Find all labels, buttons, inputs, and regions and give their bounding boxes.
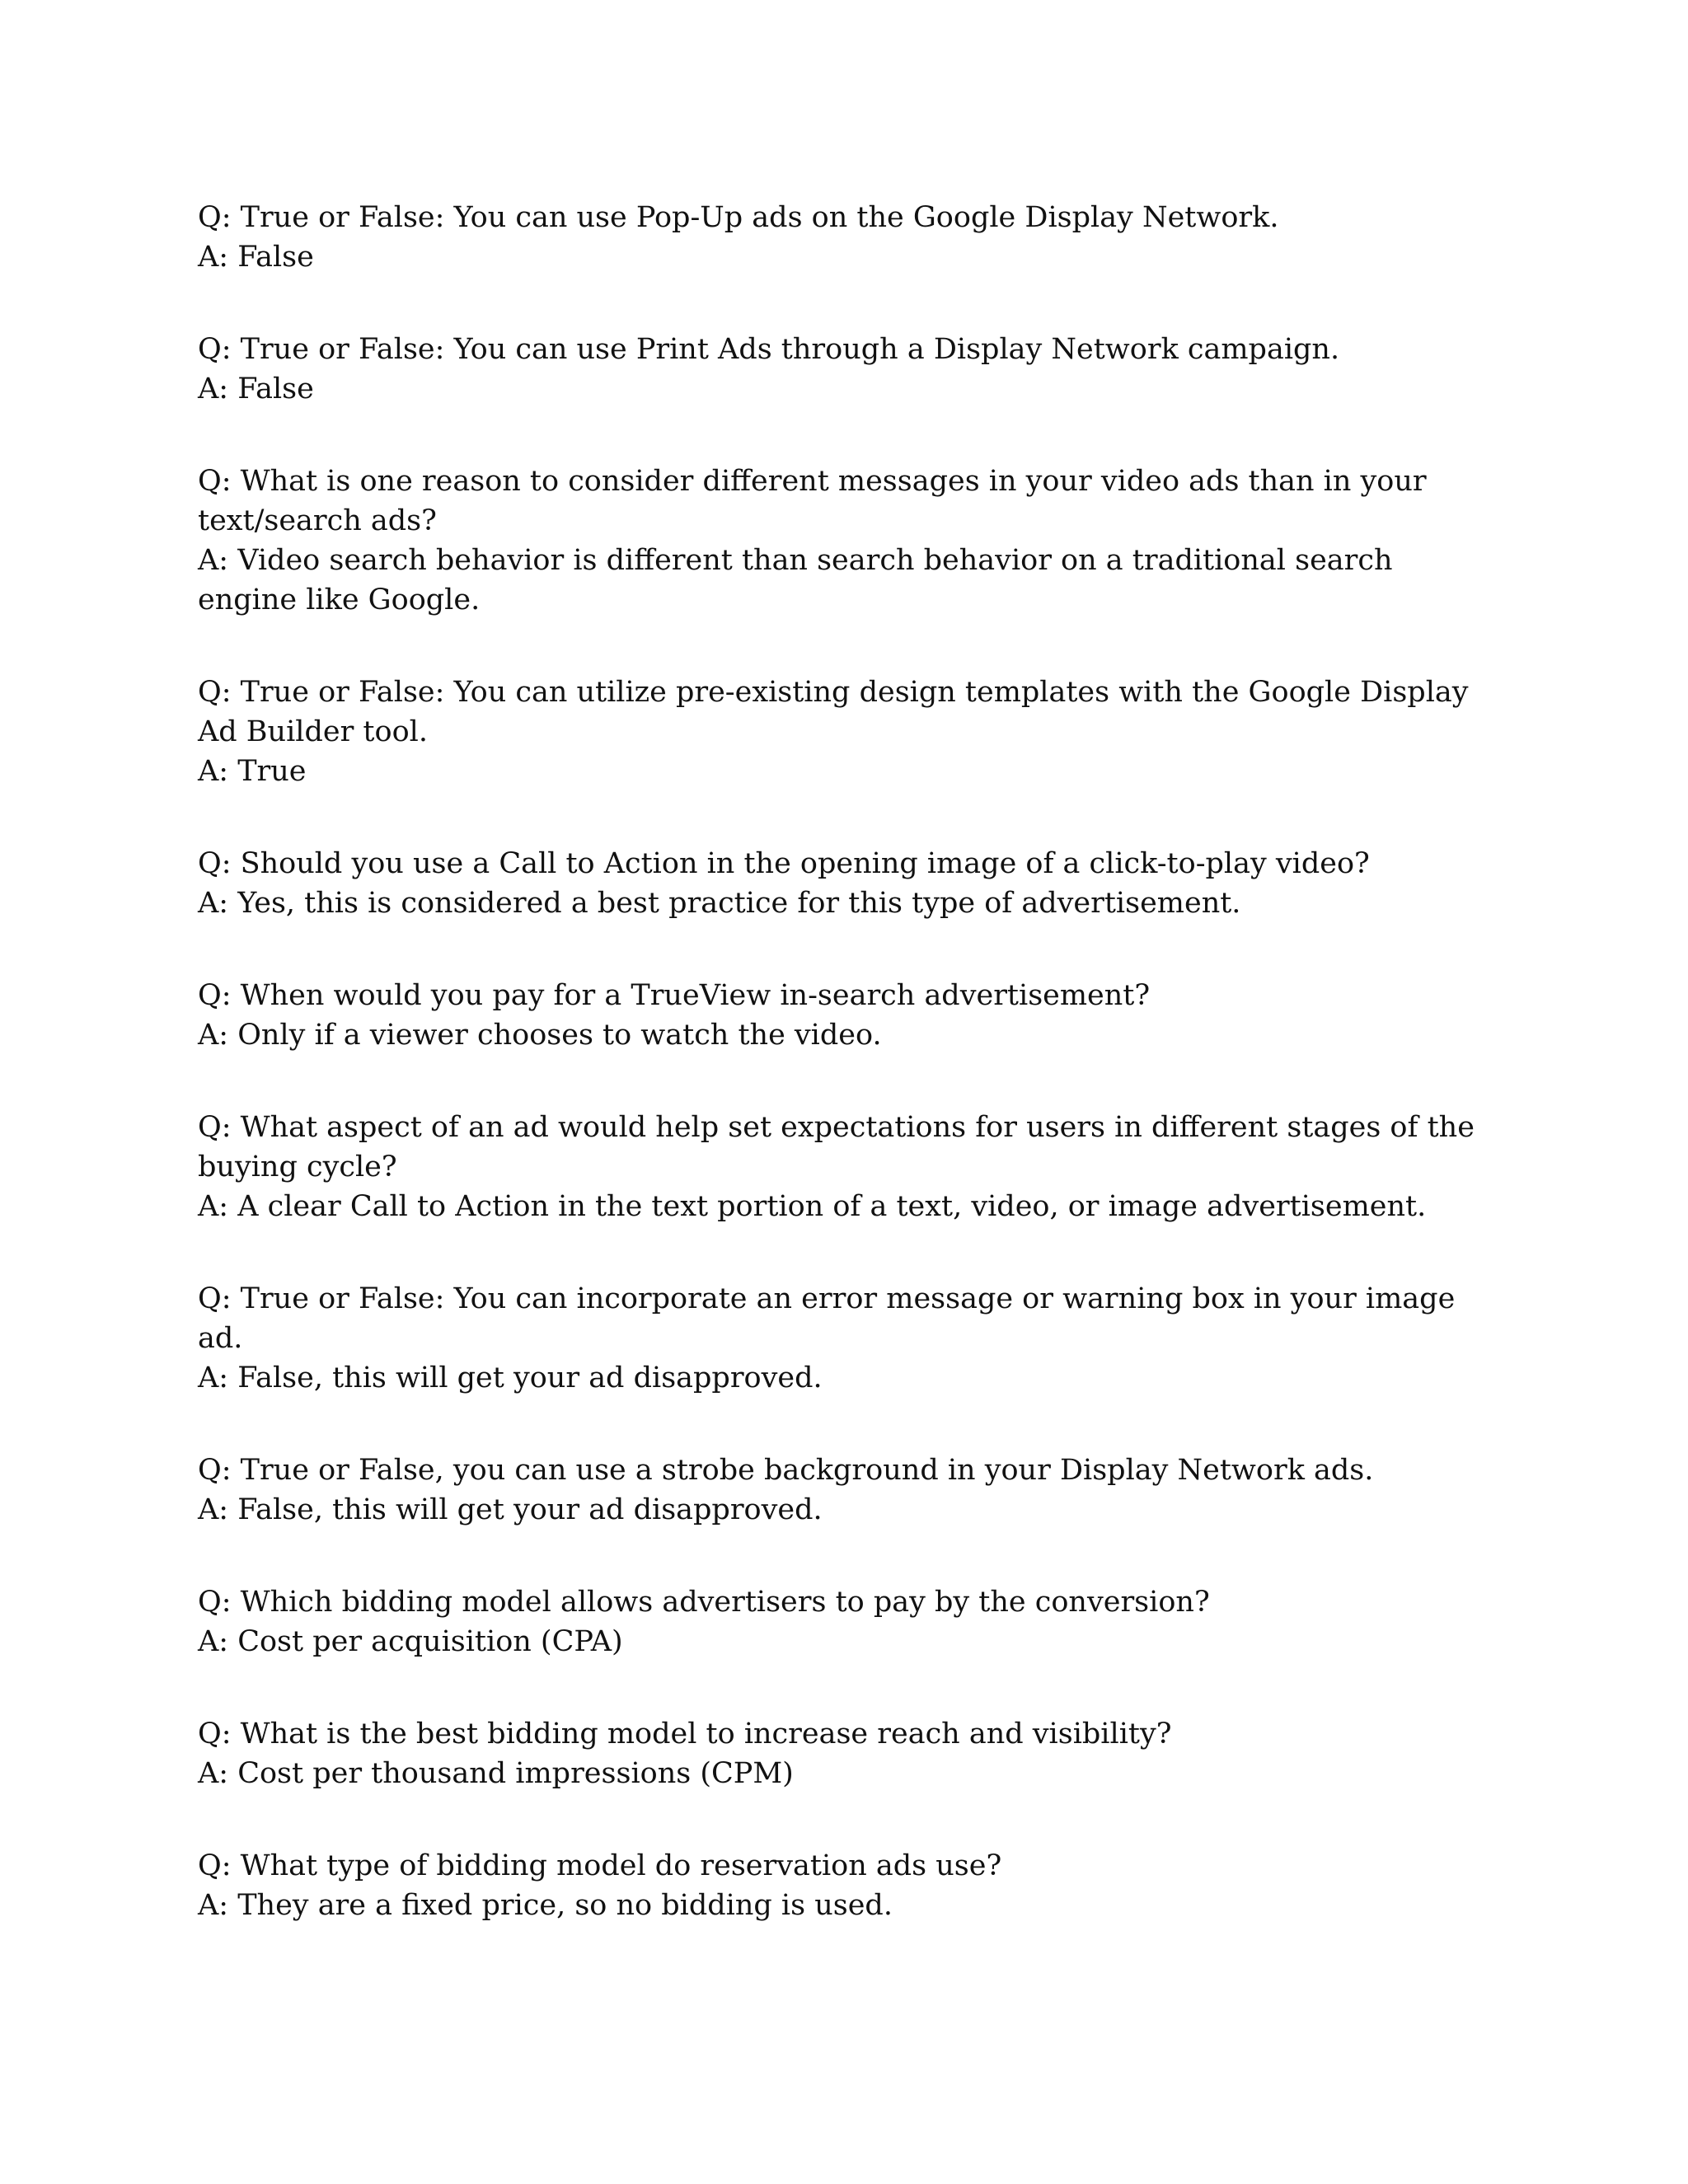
qa-item [198,976,1500,1055]
question-text: Q: True or False: You can incorporate an error message or warning box in your image ad. [198,1282,1456,1355]
answer-text: A: Yes, this is considered a best practice for this type of advertisement. [198,887,1241,920]
qa-item [198,330,1500,409]
answer-text: A: A clear Call to Action in the text portion of a text, video, or image advertisement. [198,1190,1427,1223]
qa-item [198,844,1500,923]
question-text: Q: True or False: You can use Print Ads through a Display Network campaign. [198,333,1340,366]
qa-item [198,1846,1500,1925]
document-page [198,198,1500,1978]
answer-text: A: True [198,755,307,788]
question-text: Q: Which bidding model allows advertisers to pay by the conversion? [198,1586,1210,1619]
question-text: Q: True or False: You can use Pop-Up ads on the Google Display Network. [198,201,1279,234]
answer-text: A: False, this will get your ad disapproved. [198,1361,823,1394]
question-text: Q: Should you use a Call to Action in the opening image of a click-to-play video? [198,847,1370,880]
qa-item [198,1279,1500,1398]
question-text: Q: What type of bidding model do reservation ads use? [198,1849,1002,1882]
qa-item [198,462,1500,620]
qa-item [198,1582,1500,1661]
answer-text: A: Cost per acquisition (CPA) [198,1625,623,1658]
answer-text: A: False [198,373,314,405]
answer-text: A: Video search behavior is different than search behavior on a traditional search engine like Google. [198,544,1393,616]
question-text: Q: What aspect of an ad would help set expectations for users in different stages of the buying cycle? [198,1111,1475,1183]
answer-text: A: False [198,241,314,274]
qa-item [198,1108,1500,1226]
question-text: Q: True or False, you can use a strobe background in your Display Network ads. [198,1454,1374,1487]
answer-text: A: Only if a viewer chooses to watch the video. [198,1019,882,1052]
answer-text: A: False, this will get your ad disapproved. [198,1493,823,1526]
qa-item [198,1714,1500,1793]
question-text: Q: When would you pay for a TrueView in-search advertisement? [198,979,1151,1012]
answer-text: A: They are a fixed price, so no bidding is used. [198,1889,893,1922]
question-text: Q: What is the best bidding model to increase reach and visibility? [198,1718,1172,1750]
qa-item [198,1451,1500,1530]
question-text: Q: True or False: You can utilize pre-existing design templates with the Google Display Ad Builder tool. [198,676,1469,748]
answer-text: A: Cost per thousand impressions (CPM) [198,1757,794,1790]
qa-item [198,673,1500,791]
qa-item [198,198,1500,277]
question-text: Q: What is one reason to consider different messages in your video ads than in your text/search ads? [198,465,1427,537]
